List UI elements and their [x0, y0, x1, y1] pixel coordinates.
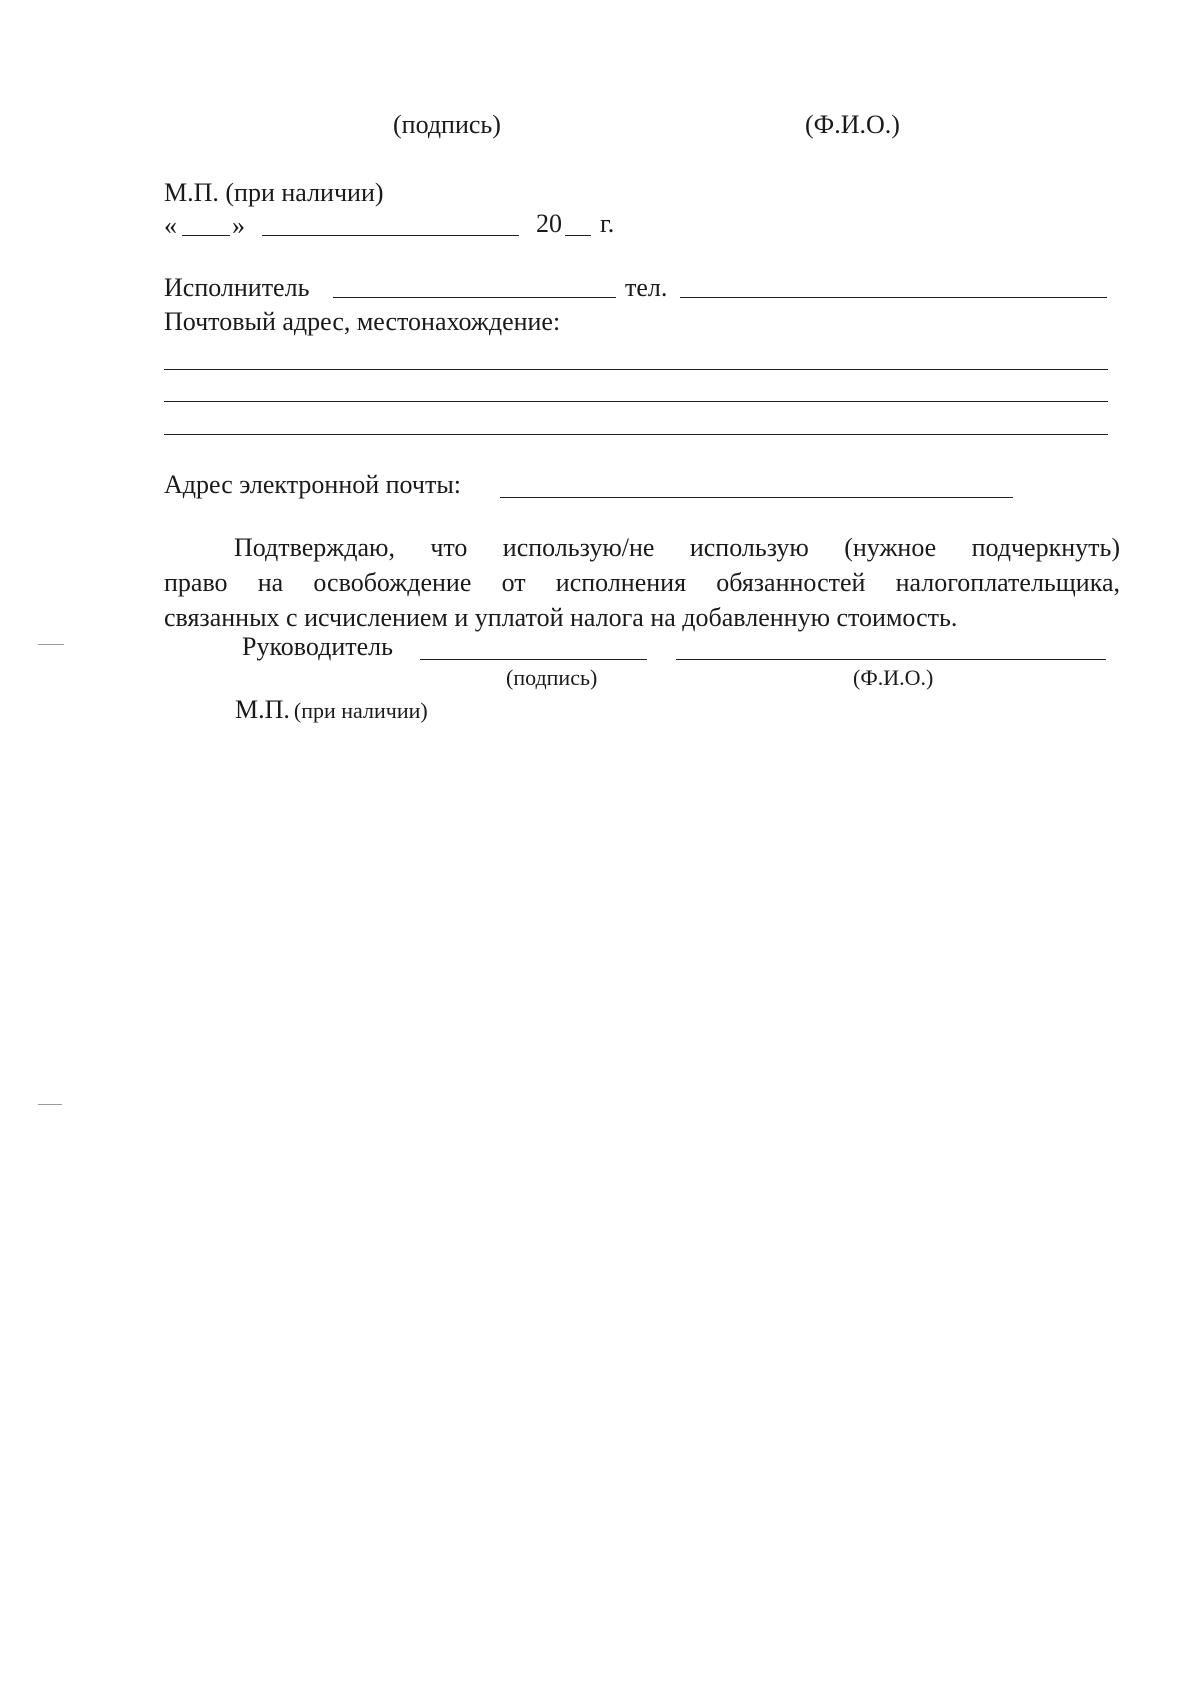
- phone-label: тел.: [625, 273, 668, 302]
- manager-fio-caption: (Ф.И.О.): [853, 665, 934, 690]
- email-field[interactable]: [500, 497, 1013, 498]
- address-line-2[interactable]: [164, 401, 1108, 402]
- address-label: Почтовый адрес, местонахождение:: [164, 307, 561, 336]
- signature-caption: (подпись): [393, 110, 501, 139]
- executor-field[interactable]: [333, 297, 616, 298]
- scan-mark: [38, 1104, 62, 1105]
- quote-open: «: [164, 211, 177, 240]
- address-line-1[interactable]: [164, 369, 1108, 370]
- manager-fio-field[interactable]: [676, 659, 1106, 660]
- phone-field[interactable]: [680, 297, 1107, 298]
- executor-label: Исполнитель: [164, 273, 310, 302]
- confirmation-line-3: связанных с исчислением и уплатой налога на добавленную стоимость.: [164, 603, 958, 632]
- scan-mark: [38, 644, 64, 645]
- day-field[interactable]: [182, 235, 230, 236]
- quote-close: »: [232, 211, 245, 240]
- manager-stamp-prefix: М.П.: [235, 695, 290, 724]
- manager-stamp-suffix: (при наличии): [293, 698, 428, 723]
- year-field[interactable]: [565, 235, 591, 236]
- confirmation-paragraph: [164, 530, 1120, 635]
- confirmation-line-1: Подтверждаю, что использую/не использую (нужное подчеркнуть): [234, 533, 1120, 562]
- address-line-3[interactable]: [164, 434, 1108, 435]
- month-field[interactable]: [262, 235, 519, 236]
- year-suffix: г.: [600, 209, 615, 238]
- fio-caption: (Ф.И.О.): [805, 110, 900, 139]
- stamp-label: М.П. (при наличии): [164, 178, 384, 207]
- manager-signature-caption: (подпись): [506, 665, 598, 690]
- manager-signature-field[interactable]: [420, 659, 647, 660]
- manager-label: Руководитель: [242, 632, 393, 661]
- year-prefix: 20: [536, 209, 562, 238]
- confirmation-line-2: право на освобождение от исполнения обязанностей налогоплательщика,: [164, 568, 1120, 597]
- manager-stamp-label: [235, 695, 428, 725]
- email-label: Адрес электронной почты:: [164, 470, 462, 499]
